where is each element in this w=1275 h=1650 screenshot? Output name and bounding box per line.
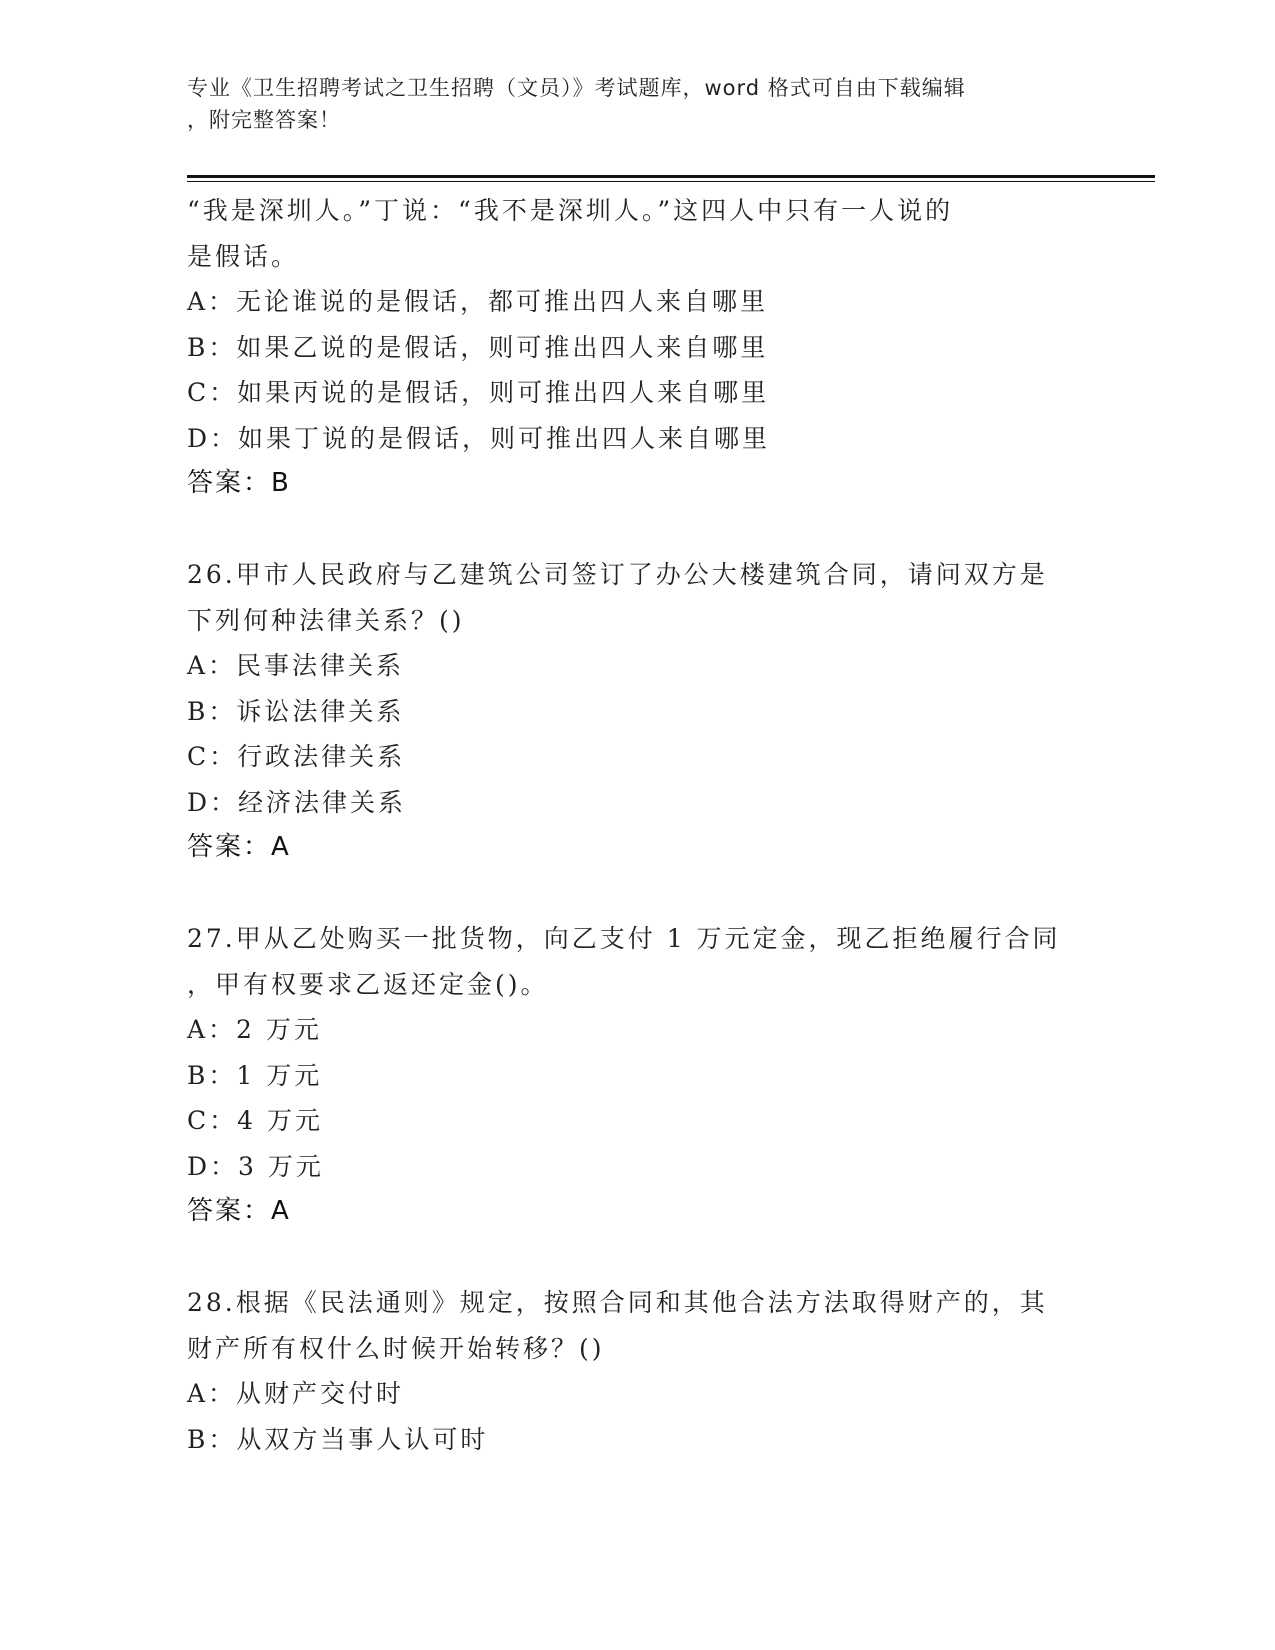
answer-line: 答案：B xyxy=(187,468,291,498)
question-stem-line: 26.甲市人民政府与乙建筑公司签订了办公大楼建筑合同，请问双方是 xyxy=(187,560,1048,589)
question-spacer xyxy=(187,1235,1087,1281)
question-26 xyxy=(187,552,1087,871)
option-b: B：如果乙说的是假话，则可推出四人来自哪里 xyxy=(187,332,769,362)
option-b: B：诉讼法律关系 xyxy=(187,696,405,726)
option-a: A：从财产交付时 xyxy=(187,1379,405,1408)
option-c: C：4 万元 xyxy=(187,1106,323,1135)
question-stem-line: 27.甲从乙处购买一批货物，向乙支付 1 万元定金，现乙拒绝履行合同 xyxy=(187,924,1061,953)
question-27 xyxy=(187,916,1087,1235)
option-d: D：如果丁说的是假话，则可推出四人来自哪里 xyxy=(187,423,771,453)
option-b: B：从双方当事人认可时 xyxy=(187,1424,489,1454)
question-25-continuation xyxy=(187,188,1087,507)
header-divider-thick xyxy=(187,175,1155,178)
question-stem-line: 财产所有权什么时候开始转移？() xyxy=(187,1333,605,1363)
question-spacer xyxy=(187,871,1087,917)
question-stem-line: ，甲有权要求乙返还定金()。 xyxy=(187,969,549,999)
question-28 xyxy=(187,1280,1087,1462)
question-list xyxy=(187,188,1087,1462)
option-a: A：2 万元 xyxy=(187,1015,322,1044)
question-stem-line: 是假话。 xyxy=(187,241,300,271)
question-stem-line: 下列何种法律关系？() xyxy=(187,605,465,635)
header-divider-thin xyxy=(187,181,1155,182)
question-spacer xyxy=(187,507,1087,553)
option-d: D：3 万元 xyxy=(187,1151,324,1181)
option-d: D：经济法律关系 xyxy=(187,787,407,817)
answer-line: 答案：A xyxy=(187,832,291,862)
document-header xyxy=(187,72,1067,136)
question-stem-line: “我是深圳人。”丁说：“我不是深圳人。”这四人中只有一人说的 xyxy=(187,196,954,225)
header-title-line-1: 专业《卫生招聘考试之卫生招聘（文员）》考试题库，word 格式可自由下载编辑 xyxy=(187,76,966,100)
option-c: C：如果丙说的是假话，则可推出四人来自哪里 xyxy=(187,378,770,407)
option-b: B：1 万元 xyxy=(187,1060,323,1090)
option-c: C：行政法律关系 xyxy=(187,742,406,771)
header-title-line-2: ，附完整答案！ xyxy=(187,108,341,132)
option-a: A：无论谁说的是假话，都可推出四人来自哪里 xyxy=(187,287,769,316)
question-stem-line: 28.根据《民法通则》规定，按照合同和其他合法方法取得财产的，其 xyxy=(187,1288,1048,1317)
answer-line: 答案：A xyxy=(187,1196,291,1226)
option-a: A：民事法律关系 xyxy=(187,651,405,680)
